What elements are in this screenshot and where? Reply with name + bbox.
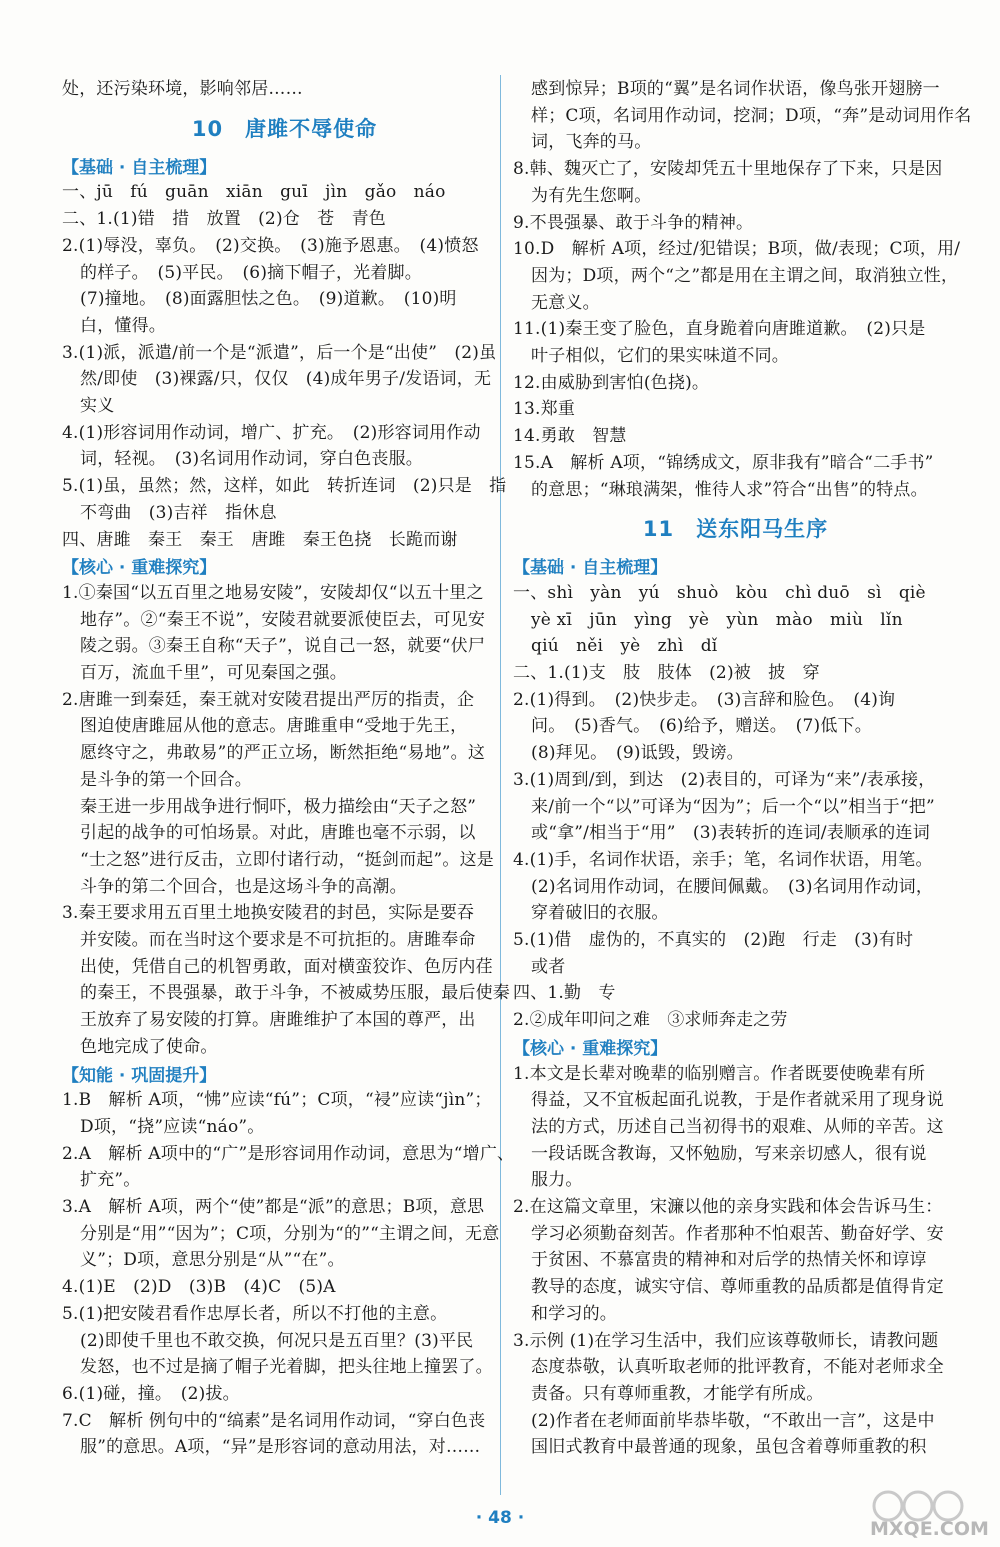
text-line: 或“拿”/相当于“用” (3)表转折的连词/表顺承的连词 <box>531 823 930 844</box>
text-line: 实义 <box>80 396 115 416</box>
text-line: 的秦王，不畏强暴，敢于斗争，不被威势压服，最后使秦 <box>80 983 510 1004</box>
text-line: 白，懂得。 <box>80 315 166 336</box>
text-line: 态度恭敬，认真听取老师的批评教育，不能对老师求全 <box>531 1357 944 1378</box>
text-line: 服力。 <box>531 1170 583 1191</box>
text-line: 1.①秦国“以五百里之地易安陵”，安陵却仅“以五十里之 <box>62 582 484 603</box>
text-line: 5.(1)把安陵君看作忠厚长者，所以不打他的主意。 <box>62 1303 448 1324</box>
text-line: 愿终守之，弗敢易”的严正立场，断然拒绝“易地”。这 <box>80 743 486 764</box>
text-line: 服”的意思。A项，“异”是形容词的意动用法，对…… <box>80 1437 481 1458</box>
text-line: 并安陵。而在当时这个要求是不可抗拒的。唐雎奉命 <box>80 930 476 950</box>
text-line: 出使，凭借自己的机智勇敢，面对横蛮狡诈、色厉内荏 <box>80 956 493 977</box>
text-line: 的意思；“琳琅满架，惟待人求”符合“出售”的特点。 <box>531 479 928 500</box>
text-line: 2.A 解析 A项中的“广”是形容词用作动词，意思为“增广、 <box>62 1143 515 1164</box>
text-line: 得益，又不宜板起面孔说教，于是作者就采用了现身说 <box>531 1090 944 1111</box>
text-line: 为有先生您啊。 <box>531 185 652 206</box>
text-line: 2.(1)辱没，辜负。 (2)交换。 (3)施予恩惠。 (4)愤怒 <box>62 235 479 256</box>
text-line: 发怒，也不过是摘了帽子光着脚，把头往地上撞罢了。 <box>80 1357 493 1378</box>
text-line: 引起的战争的可怕场景。对此，唐雎也毫不示弱，以 <box>80 823 476 844</box>
text-line: 3.秦王要求用五百里土地换安陵君的封邑，实际是要吞 <box>62 903 475 924</box>
text-line: 问。 (5)香气。 (6)给予，赠送。 (7)低下。 <box>531 716 872 737</box>
section-header: 【核心 · 重难探究】 <box>62 558 217 579</box>
text-line: 二、1.(1)错 措 放置 (2)仓 苍 青色 <box>62 209 386 230</box>
text-line: 义”；D项，意思分别是“从”“在”。 <box>80 1250 345 1271</box>
text-line: 10.D 解析 A项，经过/犯错误；B项，做/表现；C项，用/ <box>513 239 961 260</box>
page-number: · 48 · <box>475 1508 525 1528</box>
text-line: 斗争的第二个回合，也是这场斗争的高潮。 <box>80 876 407 897</box>
text-line: 3.(1)周到/到，到达 (2)表目的，可译为“来”/表承接， <box>513 769 936 790</box>
section-title: 11 送东阳马生序 <box>642 517 829 542</box>
text-line: 3.(1)派，派遣/前一个是“派遣”，后一个是“出使” (2)虽 <box>62 342 497 363</box>
text-line: 分别是“用”“因为”；C项，分别为“的”“主谓之间，无意 <box>80 1223 500 1244</box>
text-line: 4.(1)形容词用作动词，增广、扩充。 (2)形容词用作动 <box>62 422 481 443</box>
text-line: 感到惊异；B项的“翼”是名词作状语，像鸟张开翅膀一 <box>531 79 940 99</box>
text-line: yè xī jūn yìng yè yùn mào miù lǐn <box>531 609 903 630</box>
text-line: (2)名词用作动词，在腰间佩戴。 (3)名词用作动词， <box>531 876 934 897</box>
text-line: 2.(1)得到。 (2)快步走。 (3)言辞和脸色。 (4)询 <box>513 689 896 710</box>
text-line: 法的方式，历述自己当初得书的艰难、从师的辛苦。这 <box>531 1116 944 1137</box>
text-line: 是斗争的第一个回合。 <box>80 769 252 790</box>
text-line: 2.唐雎一到秦廷，秦王就对安陵君提出严厉的指责，企 <box>62 689 475 710</box>
text-line: 8.韩、魏灭亡了，安陵却凭五十里地保存了下来，只是因 <box>513 159 943 180</box>
text-line: “士之怒”进行反击，立即付诸行动，“挺剑而起”。这是 <box>80 849 494 870</box>
text-line: 二、1.(1)支 肢 肢体 (2)被 披 穿 <box>513 663 820 683</box>
text-line: 2.在这篇文章里，宋濂以他的亲身实践和体会告诉马生： <box>513 1197 943 1217</box>
text-line: 来/前一个“以”可译为“因为”；后一个“以”相当于“把” <box>531 796 935 817</box>
text-line: 一段话既含教诲，又怀勉励，写来亲切感人，很有说 <box>531 1143 927 1164</box>
text-line: 处，还污染环境，影响邻居…… <box>62 79 303 99</box>
column-divider <box>500 75 501 1495</box>
text-line: 四、唐雎 秦王 秦王 唐雎 秦王色挠 长跪而谢 <box>62 529 458 550</box>
section-header: 【基础 · 自主梳理】 <box>513 558 668 579</box>
text-line: 7.C 解析 例句中的“缟素”是名词用作动词，“穿白色丧 <box>62 1410 486 1431</box>
text-line: 2.②成年叩问之难 ③求师奔走之劳 <box>513 1010 788 1031</box>
text-line: 教导的态度，诚实守信、尊师重教的品质都是值得肯定 <box>531 1277 944 1298</box>
text-line: 一、shì yàn yú shuò kòu chì duō sì qiè <box>513 582 926 603</box>
text-line: 不弯曲 (3)吉祥 指休息 <box>80 502 277 523</box>
text-line: 因为；D项，两个“之”都是用在主谓之间，取消独立性， <box>531 265 959 286</box>
watermark-text: MXQE.COM <box>870 1518 989 1540</box>
text-line: 一、jū fú guān xiān guī jìn gǎo náo <box>62 182 446 203</box>
text-line: 1.本文是长辈对晚辈的临别赠言。作者既要使晚辈有所 <box>513 1063 926 1084</box>
text-line: 词，轻视。 (3)名词用作动词，穿白色丧服。 <box>80 449 423 470</box>
section-header: 【基础 · 自主梳理】 <box>62 157 217 178</box>
text-line: 色地完成了使命。 <box>80 1036 218 1057</box>
text-line: 秦王进一步用战争进行恫吓，极力描绘由“天子之怒” <box>80 796 477 817</box>
text-line: 责备。只有尊师重教，才能学有所成。 <box>531 1383 824 1404</box>
text-line: 11.(1)秦王变了脸色，直身跪着向唐雎道歉。 (2)只是 <box>513 319 926 340</box>
text-line: 5.(1)虽，虽然；然，这样，如此 转折连词 (2)只是 指 <box>62 476 507 497</box>
text-line: 6.(1)碰，撞。 (2)拔。 <box>62 1383 240 1404</box>
text-line: 9.不畏强暴、敢于斗争的精神。 <box>513 212 754 233</box>
text-line: 陵之弱。③秦王自称“天子”，说自己一怒，就要“伏尸 <box>80 636 486 657</box>
text-line: (2)即使千里也不敢交换，何况只是五百里？(3)平民 <box>80 1330 474 1351</box>
text-line: 14.勇敢 智慧 <box>513 426 627 447</box>
text-line: 穿着破旧的衣服。 <box>531 903 669 924</box>
text-line: 王放弃了易安陵的打算。唐雎维护了本国的尊严，出 <box>80 1010 476 1031</box>
text-line: 学习必须勤奋刻苦。作者那种不怕艰苦、勤奋好学、安 <box>531 1223 944 1244</box>
text-line: 4.(1)E (2)D (3)B (4)C (5)A <box>62 1277 336 1298</box>
text-line: 3.A 解析 A项，两个“使”都是“派”的意思；B项，意思 <box>62 1197 485 1217</box>
text-line: (8)拜见。 (9)诋毁，毁谤。 <box>531 743 744 764</box>
text-line: 4.(1)手，名词作状语，亲手；笔，名词作状语，用笔。 <box>513 849 933 870</box>
text-line: 词，飞奔的马。 <box>531 132 652 153</box>
text-line: 地存”。②“秦王不说”，安陵君就要派使臣去，可见安 <box>80 609 486 630</box>
text-line: 百万，流血千里”，可见秦国之强。 <box>80 663 347 683</box>
text-line: 或者 <box>531 956 566 977</box>
text-line: 3.示例 (1)在学习生活中，我们应该尊敬师长，请教问题 <box>513 1330 939 1351</box>
text-line: 13.郑重 <box>513 399 576 420</box>
text-line: 12.由威胁到害怕(色挠)。 <box>513 372 710 393</box>
text-line: 5.(1)借 虚伪的，不真实的 (2)跑 行走 (3)有时 <box>513 930 914 950</box>
text-line: 的样子。 (5)平民。 (6)摘下帽子，光着脚。 <box>80 262 422 283</box>
text-line: (2)作者在老师面前毕恭毕敬，“不敢出一言”，这是中 <box>531 1410 935 1431</box>
text-line: 无意义。 <box>531 292 600 313</box>
text-line: 叶子相似，它们的果实味道不同。 <box>531 346 789 366</box>
text-line: (7)撞地。 (8)面露胆怯之色。 (9)道歉。 (10)明 <box>80 289 457 310</box>
text-line: 1.B 解析 A项，“怫”应读“fú”；C项，“祲”应读“jìn”； <box>62 1090 492 1111</box>
section-title: 10 唐雎不辱使命 <box>191 116 378 141</box>
section-header: 【知能 · 巩固提升】 <box>62 1065 217 1086</box>
text-line: 国旧式教育中最普通的现象，虽包含着尊师重教的积 <box>531 1437 927 1458</box>
text-line: 和学习的。 <box>531 1303 617 1324</box>
section-header: 【核心 · 重难探究】 <box>513 1038 668 1059</box>
text-line: qiú něi yè zhì dǐ <box>531 636 718 657</box>
text-line: 15.A 解析 A项，“锦绣成文，原非我有”暗合“二手书” <box>513 452 934 473</box>
text-line: 样；C项，名词用作动词，挖洞；D项，“奔”是动词用作名 <box>531 105 972 126</box>
text-line: 于贫困、不慕富贵的精神和对后学的热情关怀和谆谆 <box>531 1250 927 1271</box>
text-line: 四、1.勤 专 <box>513 983 616 1004</box>
text-line: 图迫使唐雎屈从他的意志。唐雎重申“受地于先王， <box>80 716 468 737</box>
text-line: 然/即使 (3)裸露/只，仅仅 (4)成年男子/发语词，无 <box>80 369 492 390</box>
text-line: D项，“挠”应读“náo”。 <box>80 1116 265 1137</box>
text-line: 扩充”。 <box>80 1170 141 1191</box>
